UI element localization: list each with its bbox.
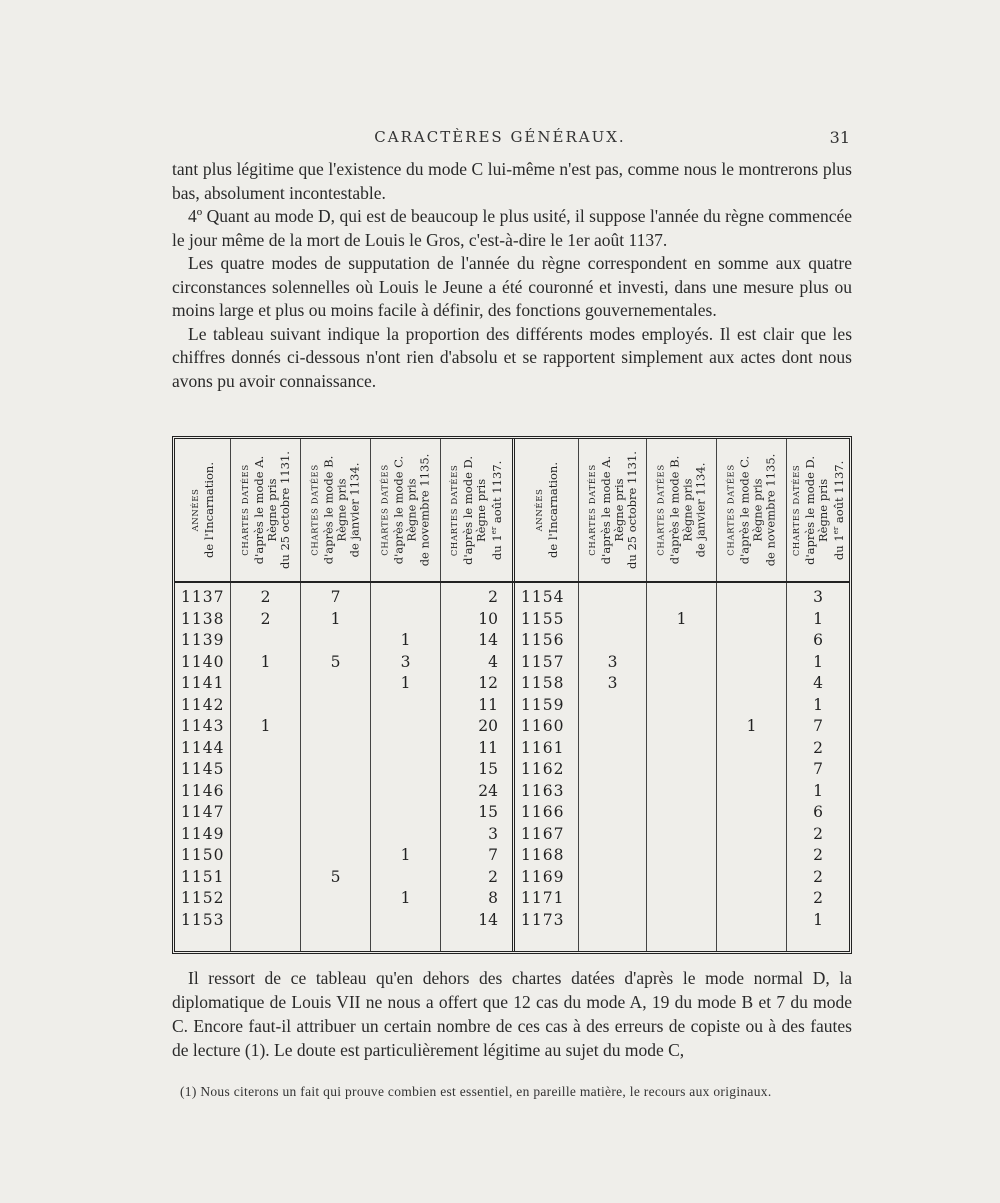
column-mode-d-right [787, 583, 849, 951]
table-cell [231, 630, 300, 652]
table-cell: 1169 [521, 867, 565, 886]
table-cell: 1160 [521, 717, 565, 735]
table-cell: 2 [488, 867, 498, 886]
header-label: CHARTES DATÉES [726, 464, 737, 556]
header-years-left [175, 439, 231, 581]
table-cell: 1147 [181, 803, 225, 821]
table-cell [647, 888, 716, 910]
table-cell: 1 [260, 652, 271, 671]
table-header [175, 439, 849, 583]
header-label: de l'Incarnation. [201, 462, 216, 558]
header-label: d'après le mode C. [737, 455, 752, 565]
table-cell: 6 [813, 631, 823, 649]
table-cell [371, 695, 440, 717]
table-cell [647, 738, 716, 760]
table-cell: 1141 [181, 674, 225, 692]
table-cell: 1 [813, 910, 823, 929]
table-cell [717, 630, 786, 652]
header-label: CHARTES DATÉES [310, 464, 321, 556]
table-cell: 2 [260, 588, 271, 606]
table-cell [301, 802, 370, 824]
table-cell: 1149 [181, 824, 225, 843]
table-cell [231, 910, 300, 932]
table-cell: 1166 [521, 803, 565, 821]
column-years-left [175, 583, 231, 951]
table-cell [301, 738, 370, 760]
table-cell: 1167 [521, 824, 565, 843]
table-cell [717, 867, 786, 889]
header-label: du 25 octobre 1131. [277, 451, 292, 569]
header-mode-c-right [717, 439, 787, 581]
table-cell: 1 [400, 631, 411, 649]
conclusion-text [172, 966, 852, 1062]
table-cell [231, 845, 300, 867]
table-cell [647, 652, 716, 674]
table-cell: 15 [478, 760, 498, 778]
table-cell: 1171 [521, 889, 565, 907]
table-cell [717, 652, 786, 674]
table-cell [301, 910, 370, 932]
table-cell [371, 738, 440, 760]
paragraph: 4º Quant au mode D, qui est de beaucoup le plus usité, il suppose l'année du règne commencée le jour même de la mort de Louis le Gros, c'est-à-dire le 1er août 1137. [172, 206, 852, 250]
table-cell [301, 673, 370, 695]
header-label: d'après le mode B. [667, 455, 682, 565]
table-cell [371, 587, 440, 609]
table-cell: 24 [478, 781, 498, 800]
header-label: Règne pris [750, 478, 765, 542]
table-cell [231, 867, 300, 889]
header-years-right [515, 439, 579, 581]
table-cell: 1138 [181, 609, 225, 628]
table-cell [231, 888, 300, 910]
column-mode-b-right [647, 583, 717, 951]
table-cell [717, 888, 786, 910]
table-cell: 1154 [521, 588, 565, 606]
header-label: du 1er août 1137. [489, 460, 504, 560]
table-cell [579, 716, 646, 738]
header-label: CHARTES DATÉES [380, 464, 391, 556]
header-label: d'après le mode B. [321, 455, 336, 565]
table-cell: 2 [813, 867, 823, 886]
table-cell: 1 [813, 609, 823, 628]
table-cell: 1143 [181, 717, 225, 735]
table-cell [579, 609, 646, 631]
table-cell: 15 [478, 803, 498, 821]
column-mode-d-left [441, 583, 515, 951]
table-cell: 14 [478, 631, 498, 649]
table-cell [647, 673, 716, 695]
header-label: de janvier 1134. [693, 462, 708, 558]
intro-text [172, 158, 852, 393]
table-cell: 3 [607, 674, 618, 692]
table-cell: 3 [488, 824, 498, 843]
table-cell [647, 695, 716, 717]
table-cell [647, 587, 716, 609]
table-cell: 1 [260, 717, 271, 735]
table-cell [647, 716, 716, 738]
header-mode-b-left [301, 439, 371, 581]
table-cell [301, 845, 370, 867]
table-cell: 11 [478, 695, 498, 714]
table-cell [647, 781, 716, 803]
header-label: du 25 octobre 1131. [624, 451, 639, 569]
header-label: ANNÉES [190, 488, 201, 532]
table-cell: 8 [488, 889, 498, 907]
header-mode-d-right [787, 439, 849, 581]
table-cell: 1156 [521, 631, 565, 649]
table-cell: 1 [813, 695, 823, 714]
table-cell: 2 [813, 738, 823, 757]
header-mode-b-right [647, 439, 717, 581]
table-cell [231, 673, 300, 695]
table-cell: 1151 [181, 867, 225, 886]
table-cell: 5 [330, 867, 341, 886]
table-cell: 2 [260, 609, 271, 628]
footnote: (1) Nous citerons un fait qui prouve combien est essentiel, en pareille matière, le recours aux originaux. [180, 1084, 772, 1099]
column-mode-b-left [301, 583, 371, 951]
header-label: Règne pris [680, 478, 695, 542]
page-header [0, 124, 1000, 152]
table-cell: 1 [400, 674, 411, 692]
table-cell [231, 802, 300, 824]
column-mode-a-left [231, 583, 301, 951]
table-cell: 1145 [181, 760, 225, 778]
table-cell [231, 759, 300, 781]
paragraph: Le tableau suivant indique la proportion des différents modes employés. Il est clair que les chiffres donnés ci-dessous n'ont rien d'absolu et se rapportent simplement aux actes dont nous avons pu avoir connaissance. [172, 323, 852, 391]
table-cell [579, 802, 646, 824]
charters-table [172, 436, 852, 954]
table-cell: 5 [330, 652, 341, 671]
table-cell [301, 695, 370, 717]
table-cell: 3 [400, 652, 411, 671]
table-cell [301, 824, 370, 846]
table-cell [301, 781, 370, 803]
table-cell [371, 716, 440, 738]
header-label: d'après le mode A. [251, 455, 266, 565]
table-cell: 14 [478, 910, 498, 929]
table-cell [579, 738, 646, 760]
paragraph: tant plus légitime que l'existence du mode C lui-même n'est pas, comme nous le montrerons plus bas, absolument incontestable. [172, 159, 852, 203]
table-cell [717, 609, 786, 631]
paragraph: Il ressort de ce tableau qu'en dehors des chartes datées d'après le mode normal D, la diplomatique de Louis VII ne nous a offert que 12 cas du mode A, 19 du mode B et 7 du mode C. Encore faut-il attribuer un certain nombre de ces cas à des erreurs de copiste ou à des fautes de lecture (1). Le doute est particulièrement légitime au sujet du mode C, [172, 968, 852, 1060]
table-cell: 2 [488, 588, 498, 606]
table-cell [301, 716, 370, 738]
table-cell: 7 [813, 760, 823, 778]
header-label: CHARTES DATÉES [587, 464, 598, 556]
table-cell: 20 [478, 717, 498, 735]
table-cell [579, 759, 646, 781]
table-cell [301, 759, 370, 781]
table-cell [647, 867, 716, 889]
table-cell: 1157 [521, 652, 565, 671]
table-cell: 1144 [181, 738, 225, 757]
running-title: CARACTÈRES GÉNÉRAUX. [374, 128, 626, 146]
header-label: d'après le mode D. [461, 455, 476, 565]
column-mode-c-left [371, 583, 441, 951]
paragraph: Les quatre modes de supputation de l'année du règne correspondent en somme aux quatre circonstances solennelles où Louis le Jeune a été couronné et investi, dans une mesure plus ou moins large et plus ou moins facile à définir, des fonctions gouvernementales. [172, 253, 852, 320]
header-label: ANNÉES [534, 488, 545, 532]
table-cell [647, 845, 716, 867]
table-cell [231, 738, 300, 760]
table-cell: 1161 [521, 738, 565, 757]
table-cell: 1 [813, 781, 823, 800]
header-mode-a-left [231, 439, 301, 581]
table-cell: 1163 [521, 781, 565, 800]
table-cell [717, 845, 786, 867]
header-label: d'après le mode C. [391, 455, 406, 565]
table-cell: 1162 [521, 760, 565, 778]
table-cell: 1153 [181, 910, 225, 929]
table-cell [717, 738, 786, 760]
header-label: CHARTES DATÉES [791, 464, 802, 556]
table-cell: 1 [400, 889, 411, 907]
table-cell: 1142 [181, 695, 225, 714]
table-cell [371, 609, 440, 631]
header-label: d'après le mode A. [598, 455, 613, 565]
table-cell: 12 [478, 674, 498, 692]
table-cell [371, 802, 440, 824]
table-cell [579, 630, 646, 652]
table-cell: 1140 [181, 652, 225, 671]
table-cell: 1 [676, 609, 687, 628]
table-cell: 1146 [181, 781, 225, 800]
column-mode-c-right [717, 583, 787, 951]
table-cell: 7 [330, 588, 341, 606]
header-label: Règne pris [404, 478, 419, 542]
table-cell [579, 824, 646, 846]
table-cell: 1158 [521, 674, 565, 692]
table-cell [371, 867, 440, 889]
table-cell [717, 695, 786, 717]
header-label: Règne pris [474, 478, 489, 542]
table-cell [301, 630, 370, 652]
table-cell: 4 [488, 652, 498, 671]
table-cell [579, 781, 646, 803]
table-cell: 3 [813, 588, 823, 606]
table-cell [579, 867, 646, 889]
table-cell [231, 824, 300, 846]
header-label: Règne pris [334, 478, 349, 542]
table-cell [647, 802, 716, 824]
header-mode-c-left [371, 439, 441, 581]
table-cell: 1139 [181, 631, 225, 649]
table-cell [371, 910, 440, 932]
header-label: Règne pris [815, 478, 830, 542]
header-label: Règne pris [264, 478, 279, 542]
page-number: 31 [829, 128, 850, 147]
table-cell [647, 630, 716, 652]
table-cell [717, 802, 786, 824]
table-cell [717, 910, 786, 932]
table-cell [647, 910, 716, 932]
header-mode-d-left [441, 439, 515, 581]
table-cell: 1168 [521, 846, 565, 864]
header-label: Règne pris [611, 478, 626, 542]
table-cell [717, 759, 786, 781]
table-cell: 7 [813, 717, 823, 735]
header-label: CHARTES DATÉES [240, 464, 251, 556]
header-label: du 1er août 1137. [831, 460, 846, 560]
table-cell [579, 695, 646, 717]
column-mode-a-right [579, 583, 647, 951]
table-cell: 11 [478, 738, 498, 757]
header-label: CHARTES DATÉES [450, 464, 461, 556]
table-cell [647, 759, 716, 781]
table-cell: 1152 [181, 889, 225, 907]
table-cell [371, 781, 440, 803]
table-cell: 2 [813, 824, 823, 843]
table-cell [647, 824, 716, 846]
table-cell: 1 [746, 717, 757, 735]
table-cell: 3 [607, 652, 618, 671]
table-cell [371, 824, 440, 846]
table-cell: 6 [813, 803, 823, 821]
table-cell: 7 [488, 846, 498, 864]
table-body [175, 583, 849, 951]
column-years-right [515, 583, 579, 951]
header-mode-a-right [579, 439, 647, 581]
table-cell: 1150 [181, 846, 225, 864]
table-cell [579, 910, 646, 932]
table-cell [579, 845, 646, 867]
table-cell [717, 587, 786, 609]
header-label: de novembre 1135. [763, 453, 778, 567]
table-cell [717, 781, 786, 803]
table-cell: 10 [478, 609, 498, 628]
header-label: de janvier 1134. [347, 462, 362, 558]
table-cell: 1 [813, 652, 823, 671]
table-cell: 1155 [521, 609, 565, 628]
table-cell [371, 759, 440, 781]
table-cell: 1159 [521, 695, 565, 714]
table-cell [579, 888, 646, 910]
table-cell [231, 781, 300, 803]
header-label: CHARTES DATÉES [656, 464, 667, 556]
table-cell [301, 888, 370, 910]
table-cell: 1 [330, 609, 341, 628]
table-cell: 1 [400, 846, 411, 864]
table-cell [717, 673, 786, 695]
table-cell: 4 [813, 674, 823, 692]
table-cell: 1137 [181, 588, 225, 606]
header-label: de l'Incarnation. [545, 462, 560, 558]
table-cell [717, 824, 786, 846]
table-cell: 1173 [521, 910, 565, 929]
table-cell: 2 [813, 889, 823, 907]
header-label: d'après le mode D. [802, 455, 817, 565]
table-cell [231, 695, 300, 717]
header-label: de novembre 1135. [417, 453, 432, 567]
table-cell [579, 587, 646, 609]
table-cell: 2 [813, 846, 823, 864]
